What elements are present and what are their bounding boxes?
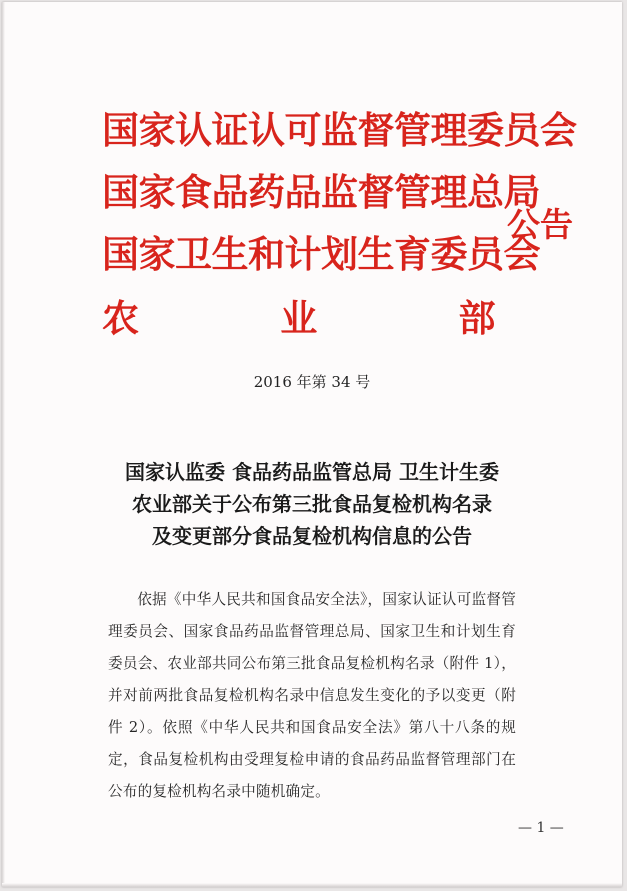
document-number: 2016 年第 34 号 xyxy=(253,373,371,391)
issuer-line-4-char-1: 农 xyxy=(102,296,139,340)
title-line-3: 及变更部分食品复检机构信息的公告 xyxy=(152,524,472,548)
issuer-line-2: 国家食品药品监督管理总局 xyxy=(102,170,540,214)
issuer-line-1: 国家认证认可监督管理委员会 xyxy=(102,108,577,152)
issuer-line-3: 国家卫生和计划生育委员会 xyxy=(102,232,540,276)
announcement-label: 公告 xyxy=(507,205,573,244)
page-number: — 1 — xyxy=(518,820,564,836)
issuer-line-4-char-2: 业 xyxy=(280,296,317,340)
document-page xyxy=(2,2,622,887)
issuer-line-4-char-3: 部 xyxy=(458,296,495,340)
title-line-1: 国家认监委 食品药品监管总局 卫生计生委 xyxy=(125,460,499,484)
scan-edge-bottom xyxy=(2,883,622,887)
issuer-line-4 xyxy=(102,298,495,338)
scan-edge-left xyxy=(2,2,5,887)
title-line-2: 农业部关于公布第三批食品复检机构名录 xyxy=(132,492,492,516)
body-paragraph: 依据《中华人民共和国食品安全法》，国家认证认可监督管理委员会、国家食品药品监督管理总局、国家卫生和计划生育委员会、农业部共同公布第三批食品复检机构名录（附件 1），并对前两批食品复检机构名录中信息发生变化的予以变更（附件 2）。依照《中华人民共和国食品安全法》第八十八条的规定，食品复检机构由受理复检申请的食品药品监督管理部门在公布的复检机构名录中随机确定。 xyxy=(108,591,516,800)
